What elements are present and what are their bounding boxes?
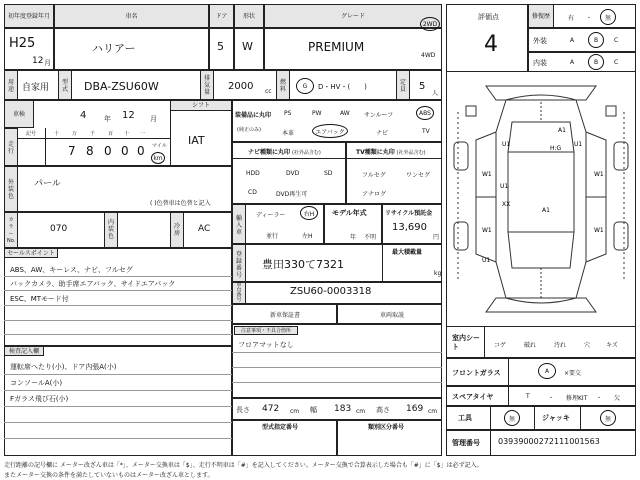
mileage-sep-1 bbox=[45, 128, 46, 166]
max-load-unit: kg bbox=[434, 270, 442, 277]
diag-a1-bottom: A1 bbox=[542, 207, 550, 214]
fuel-g-mark: G bbox=[296, 78, 314, 94]
navi-sd: SD bbox=[324, 170, 333, 177]
navi-hdd: HDD bbox=[246, 170, 260, 177]
interior-color-label: 内装色 bbox=[104, 212, 118, 248]
spare-sep bbox=[508, 386, 509, 406]
diag-u1-right: U1 bbox=[574, 141, 583, 148]
diag-w1-left-2: W1 bbox=[482, 227, 492, 234]
first-reg-label: 初年度登録年月 bbox=[4, 4, 54, 28]
tv-sub: (社外品含む) bbox=[396, 150, 426, 156]
front-glass-a-mark: A bbox=[538, 363, 556, 379]
tv-oneseg: ワンセグ bbox=[406, 172, 431, 179]
mileage-col-2: 万 bbox=[72, 131, 78, 137]
use-value: 自家用 bbox=[22, 83, 50, 93]
sales-line-3: ESC、MTモード付 bbox=[10, 295, 69, 303]
door-value: 5 bbox=[217, 40, 224, 53]
booklet-new: 新車保証書 bbox=[270, 312, 301, 319]
interior-b-mark: B bbox=[588, 54, 604, 70]
mileage-divider bbox=[18, 138, 170, 139]
width-value: 183 bbox=[334, 404, 352, 414]
displacement-value: 2000 bbox=[228, 81, 254, 92]
notes-value: フロアマットなし bbox=[238, 341, 294, 349]
seat-yogore: 汚れ bbox=[554, 342, 567, 349]
grade-value: PREMIUM bbox=[308, 40, 365, 54]
shift-value: IAT bbox=[188, 134, 205, 147]
front-glass-x: ×要交 bbox=[564, 370, 582, 377]
grade-label: グレード bbox=[264, 4, 442, 28]
car-name-value: ハリアー bbox=[92, 42, 136, 55]
mileage-col-4: 百 bbox=[108, 131, 114, 137]
navi-cd: CD bbox=[248, 189, 257, 196]
navi-dvd-play: DVD再生可 bbox=[276, 191, 308, 198]
equip-airbag-mark: エアバック bbox=[312, 124, 348, 138]
notes-label: 注意事項・不具合箇所 bbox=[234, 326, 298, 335]
management-label: 管理番号 bbox=[452, 439, 480, 447]
mileage-digit-2: 8 bbox=[86, 144, 94, 158]
repair-label: 修復歴 bbox=[528, 4, 554, 28]
jack-sep bbox=[534, 406, 535, 430]
diag-a1-top: A1 bbox=[558, 127, 566, 134]
navi-sub: (社外品含む) bbox=[291, 150, 321, 156]
sales-rule-3 bbox=[4, 305, 232, 306]
seat-yabure: 破れ bbox=[524, 342, 537, 349]
capacity-unit: 人 bbox=[432, 90, 439, 97]
inspector-line-2: コンソールA(小) bbox=[10, 379, 63, 387]
first-reg-era: H25 bbox=[9, 36, 36, 51]
navi-title bbox=[248, 147, 321, 156]
repair-no-mark: 無 bbox=[600, 9, 616, 25]
inspection-label: 車検 bbox=[4, 100, 34, 128]
exterior-a: A bbox=[570, 37, 575, 44]
diag-w1-right: W1 bbox=[594, 171, 604, 178]
inspector-rule-4 bbox=[4, 422, 232, 423]
seat-sep bbox=[484, 326, 485, 358]
notes-rule-2 bbox=[232, 367, 442, 368]
inspection-month-unit: 月 bbox=[150, 115, 157, 123]
shape-value: W bbox=[242, 40, 253, 53]
cc-unit: cc bbox=[265, 88, 272, 95]
equip-leather: 本革 bbox=[282, 130, 295, 137]
score-label: 評価点 bbox=[478, 13, 499, 21]
car-damage-diagram bbox=[446, 72, 636, 326]
interior-a: A bbox=[570, 59, 575, 66]
ac-label: 冷房 bbox=[170, 212, 184, 248]
car-name-label: 車名 bbox=[54, 4, 209, 28]
color-note: ( )色替車は色替と記入 bbox=[150, 200, 211, 207]
jack-sep-2 bbox=[580, 406, 581, 430]
inspector-rule-3 bbox=[4, 406, 232, 407]
notes-rule-1 bbox=[232, 352, 442, 353]
interior-c: C bbox=[614, 59, 619, 66]
sales-rule-2 bbox=[4, 290, 232, 291]
inspector-label: 検査記入欄 bbox=[4, 346, 44, 356]
drive-4wd: 4WD bbox=[421, 52, 436, 59]
color-value: パール bbox=[34, 179, 61, 189]
color-no-label: カラーNo. bbox=[4, 212, 18, 248]
fuel-label: 燃料 bbox=[276, 70, 290, 100]
model-year-label: モデル年式 bbox=[332, 209, 367, 217]
height-unit: cm bbox=[428, 408, 438, 415]
tv-analog: アナログ bbox=[362, 191, 387, 198]
import-label: 輸入車 bbox=[232, 204, 246, 244]
diag-u1-center: U1 bbox=[500, 183, 509, 190]
mileage-label: 走行 bbox=[4, 128, 18, 166]
jack-label: ジャッキ bbox=[542, 414, 570, 422]
reg-value: 豊田330て7321 bbox=[262, 258, 344, 271]
height-label: 高さ bbox=[376, 406, 390, 414]
reg-label: 登録番号 bbox=[232, 244, 246, 282]
diag-xx: XX bbox=[502, 201, 511, 208]
chassis-label: 車台番号 bbox=[232, 282, 246, 304]
displacement-label: 排気量 bbox=[200, 70, 214, 100]
shape-label: 形状 bbox=[234, 4, 264, 28]
inspection-year: 4 bbox=[80, 110, 87, 121]
mileage-mile: マイル bbox=[152, 143, 167, 149]
mileage-digit-4: 0 bbox=[121, 144, 129, 158]
diag-u1-bottom: U1 bbox=[482, 257, 491, 264]
width-label: 幅 bbox=[310, 406, 317, 414]
spare-dot2: ・ bbox=[596, 395, 603, 402]
width-unit: cm bbox=[356, 408, 366, 415]
mileage-digit-1: 7 bbox=[68, 144, 76, 158]
footer-line-1: 走行距離の記号欄に メーター改ざん車は「*」、メーター交換車は「$」、走行不明車は「#」を記入してください。メーター交換で合算表示した場合も「#」に「$」は必ず記入。 bbox=[4, 462, 483, 469]
first-reg-month: 12 bbox=[32, 56, 44, 66]
sales-rule-1 bbox=[4, 276, 232, 277]
equip-pw: PW bbox=[312, 110, 322, 117]
navi-dvd: DVD bbox=[286, 170, 300, 177]
sales-rule-5 bbox=[4, 334, 232, 335]
length-unit: cm bbox=[290, 408, 300, 415]
equip-aw: AW bbox=[340, 110, 350, 117]
seat-koge: コゲ bbox=[494, 342, 507, 349]
front-glass-sep bbox=[508, 358, 509, 386]
spare-missing: 欠 bbox=[614, 395, 621, 402]
exterior-b-mark: B bbox=[588, 32, 604, 48]
type-cert-label: 型式指定番号 bbox=[262, 424, 299, 431]
model-year-unknown: 不明 bbox=[364, 234, 377, 241]
max-load-label: 最大積載量 bbox=[392, 249, 423, 256]
drive-2wd-mark: 2WD bbox=[420, 17, 440, 31]
spare-kit: 修理KIT bbox=[566, 395, 588, 402]
front-glass-label: フロントガラス bbox=[452, 369, 501, 377]
sales-rule-4 bbox=[4, 320, 232, 321]
diag-w1-left: W1 bbox=[482, 171, 492, 178]
tv-rule bbox=[346, 158, 442, 159]
tv-fullseg: フルセグ bbox=[362, 172, 386, 179]
color-no-value: 070 bbox=[50, 224, 68, 234]
sales-line-1: ABS、AW、キーレス、ナビ、フルセグ bbox=[10, 266, 133, 274]
sales-line-2: バックカメラ、助手席エアバック、サイドエアバック bbox=[10, 280, 176, 288]
mileage-digit-5: 0 bbox=[137, 144, 145, 158]
import-parallel: 並行 bbox=[266, 233, 279, 240]
footer-line-2: またメーター交換の条件を満たしていないものはメーター改ざん車とします。 bbox=[4, 472, 214, 479]
import-dealer: ディーラー bbox=[256, 212, 286, 219]
first-reg-month-unit: 月 bbox=[44, 59, 51, 67]
diag-u1-left: U1 bbox=[502, 141, 511, 148]
spare-dot1: ・ bbox=[548, 395, 555, 402]
spare-label: スペアタイヤ bbox=[452, 393, 494, 401]
inspection-year-unit: 年 bbox=[104, 115, 111, 123]
recycle-value: 13,690 bbox=[392, 222, 427, 233]
mileage-col-5: 十 bbox=[124, 131, 130, 137]
navi-rule bbox=[232, 158, 346, 159]
inspector-line-1: 運転席へたり(小)、ドア内張A(小) bbox=[10, 363, 117, 371]
inspector-line-3: Fガラス飛び石(小) bbox=[10, 395, 69, 403]
mileage-col-3: 千 bbox=[90, 131, 96, 137]
inspector-rule-5 bbox=[4, 438, 232, 439]
shift-label: シフト bbox=[170, 100, 232, 110]
booklet-manual: 車両取説 bbox=[380, 312, 405, 319]
seat-kizu: キズ bbox=[606, 342, 618, 349]
class-label: 類別区分番号 bbox=[368, 424, 405, 431]
length-value: 472 bbox=[262, 404, 280, 414]
model-year-year: 年 bbox=[350, 234, 357, 241]
fuel-others: D・HV・( ) bbox=[318, 83, 367, 91]
diag-hg: H:G bbox=[550, 145, 562, 152]
interior-label: 内装 bbox=[533, 59, 547, 67]
height-value: 169 bbox=[406, 404, 424, 414]
model-value: DBA-ZSU60W bbox=[84, 80, 159, 93]
mileage-col-1: 十 bbox=[54, 131, 60, 137]
jack-none-mark: 無 bbox=[600, 410, 616, 426]
exterior-label: 外装 bbox=[533, 37, 547, 45]
recycle-unit: 円 bbox=[433, 234, 440, 241]
equip-tv: TV bbox=[422, 128, 430, 135]
import-left: 左H bbox=[302, 233, 313, 240]
length-label: 長さ bbox=[236, 406, 250, 414]
notes-rule-3 bbox=[232, 382, 442, 383]
sales-label: セールスポイント bbox=[4, 248, 58, 258]
diag-w1-right-2: W1 bbox=[594, 227, 604, 234]
management-sep bbox=[490, 430, 491, 456]
spare-t: T bbox=[526, 393, 530, 400]
equip-sunroof: サンルーフ bbox=[364, 112, 394, 119]
score-value: 4 bbox=[484, 32, 498, 57]
recycle-label: リサイクル預託金 bbox=[385, 210, 433, 217]
inspector-rule-2 bbox=[4, 390, 232, 391]
capacity-value: 5 bbox=[419, 81, 426, 92]
mileage-col-0: 記号 bbox=[26, 131, 37, 137]
seat-ana: 穴 bbox=[584, 342, 591, 349]
seat-label: 室内シート bbox=[452, 334, 480, 351]
ac-value: AC bbox=[198, 224, 211, 234]
tools-none-mark: 無 bbox=[504, 410, 520, 426]
mileage-col-6: 一 bbox=[140, 131, 146, 137]
management-value: 03939000272111001563 bbox=[498, 437, 600, 446]
mileage-km-mark: km bbox=[151, 152, 165, 164]
equip-abs-mark: ABS bbox=[416, 106, 434, 120]
inspector-rule-1 bbox=[4, 374, 232, 375]
capacity-label: 定員 bbox=[396, 70, 410, 100]
equip-navi: ナビ bbox=[376, 130, 389, 137]
door-label: ドア bbox=[209, 4, 234, 28]
mileage-digit-3: 0 bbox=[104, 144, 112, 158]
model-label: 型式 bbox=[58, 70, 72, 100]
tv-title-text: TV種類に丸印 bbox=[356, 149, 395, 156]
tv-title bbox=[356, 147, 426, 156]
repair-sep: ・ bbox=[586, 15, 593, 22]
tools-label: 工具 bbox=[458, 414, 472, 422]
repair-yes: 有 bbox=[568, 15, 575, 22]
tools-sep bbox=[490, 406, 491, 430]
exterior-c: C bbox=[614, 37, 619, 44]
chassis-value: ZSU60-0003318 bbox=[290, 286, 372, 297]
import-right-mark: 右H bbox=[300, 206, 318, 220]
equipment-title: 装備品に丸印 bbox=[235, 112, 272, 119]
inspection-month: 12 bbox=[122, 110, 135, 121]
use-label: 用途 bbox=[4, 70, 18, 100]
color-label: 外装色 bbox=[4, 166, 18, 212]
equip-ps: PS bbox=[284, 110, 292, 117]
equipment-subtitle: (純正のみ) bbox=[237, 127, 261, 133]
navi-title-text: ナビ種類に丸印 bbox=[248, 149, 291, 156]
